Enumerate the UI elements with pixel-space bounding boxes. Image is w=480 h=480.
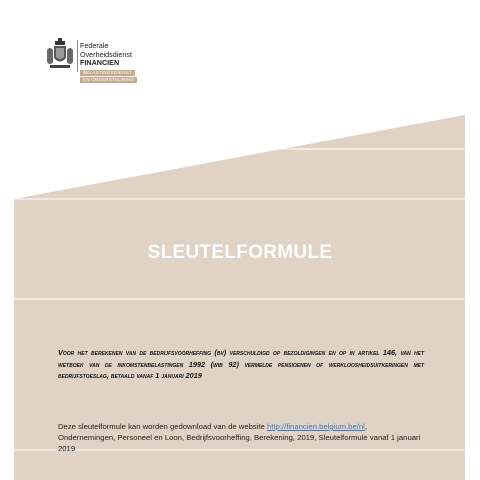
org-line-2: Overheidsdienst xyxy=(80,49,132,59)
download-info-suffix: , Ondernemingen, Personeel en Loon, Bedrijfsvoorheffing, Berekening, 2019, Sleutelformule vanaf 1 januari 2019 xyxy=(58,422,421,453)
document-title: SLEUTELFORMULE xyxy=(147,242,333,263)
download-info-prefix: Deze sleutelformule kan worden gedownload van de website xyxy=(58,422,267,431)
fod-financien-logo xyxy=(44,38,164,90)
org-line-1: Federale xyxy=(80,41,109,50)
belgian-coat-of-arms-icon xyxy=(44,38,76,72)
department-tag-2: EN ONDERSTEUNING xyxy=(80,77,137,83)
department-tag-1: BELASTINGSDIENST xyxy=(80,70,135,76)
download-info xyxy=(58,421,426,454)
department-tags xyxy=(80,70,137,84)
org-line-3: FINANCIEN xyxy=(80,58,120,67)
organization-name xyxy=(80,42,132,68)
logo-divider xyxy=(77,40,78,72)
financien-website-link[interactable]: http://financien.belgium.be/nl xyxy=(266,422,365,431)
document-subtitle: Voor het berekenen van de bedrijfsvoorheffing (bv) verschuldigd op bezoldigingen en op in artikel 146, van het wetboek van de inkomstenbelastingen 1992 (wib 92) vermelde pensioenen of werkloosheidsuitkeringen met bedrijfstoeslag, betaald vanaf 1 januari 2019 xyxy=(58,348,424,380)
